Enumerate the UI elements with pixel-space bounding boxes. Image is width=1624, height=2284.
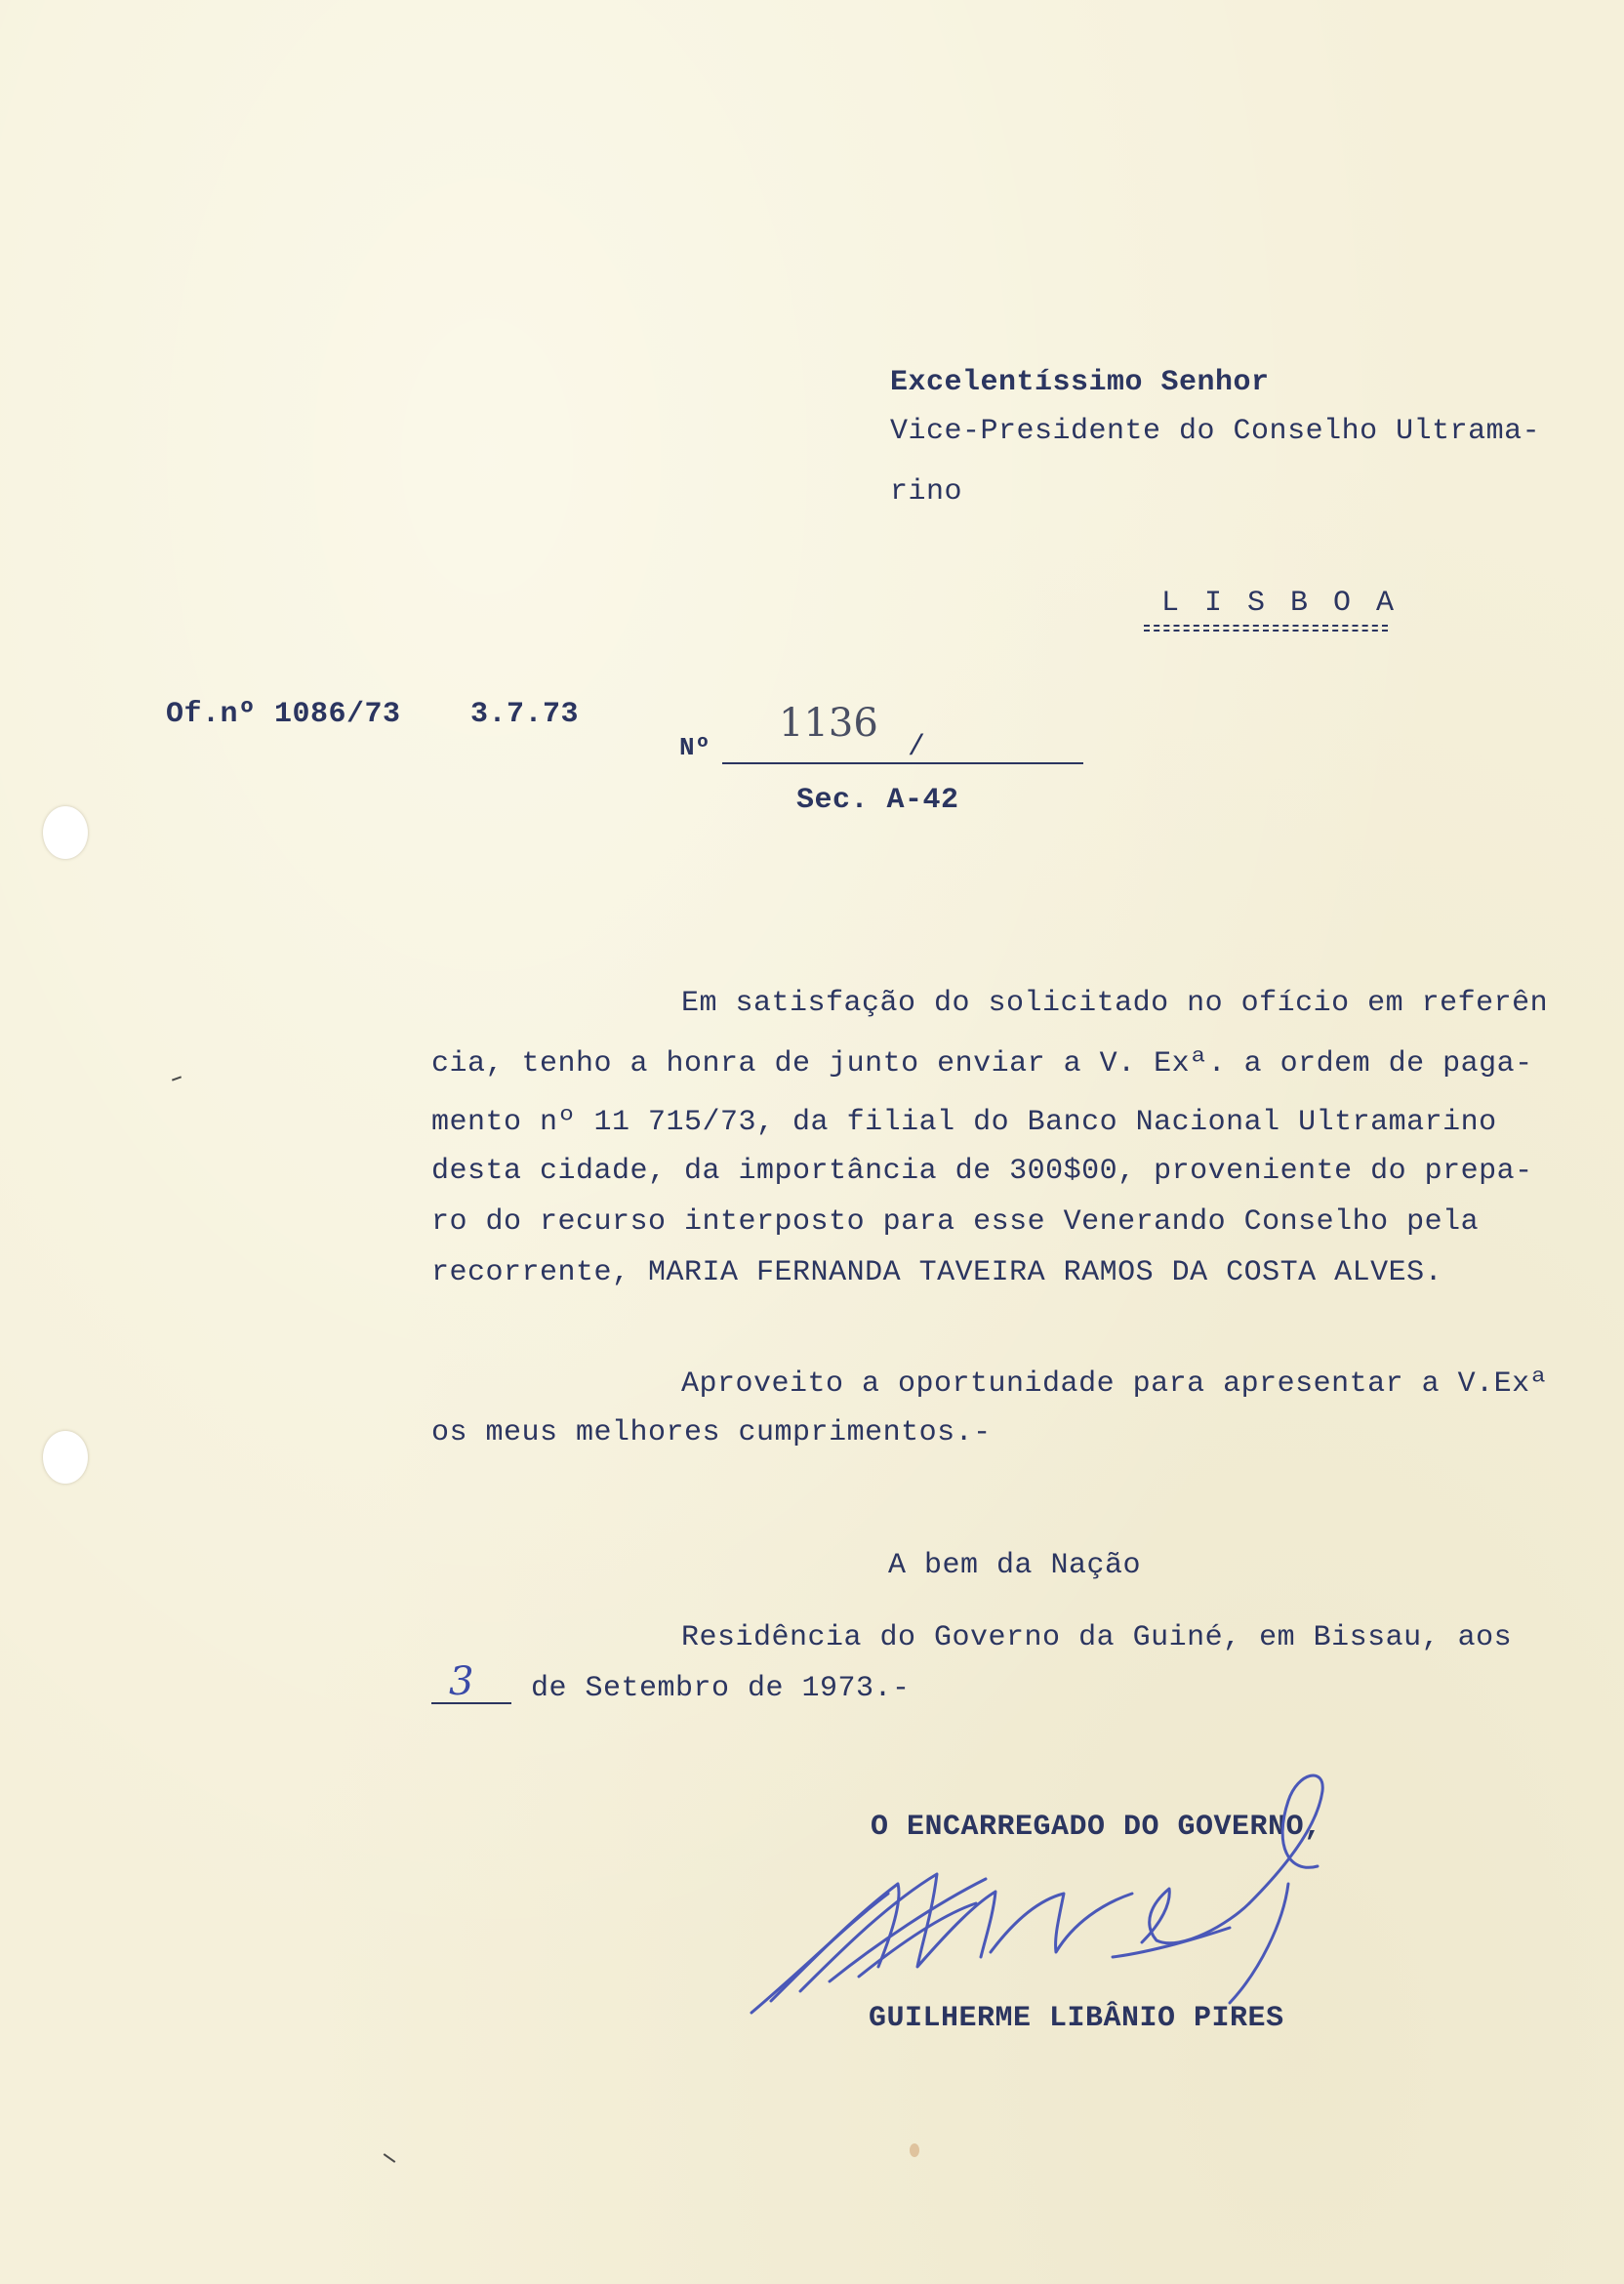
handwritten-day: 3 (449, 1659, 474, 1704)
body-line-7: Aproveito a oportunidade para apresentar a V.Exª (681, 1367, 1549, 1401)
office-date: 3.7.73 (470, 698, 580, 731)
office-number: Of.nº 1086/73 (166, 698, 401, 731)
addressee-city: L I S B O A (1161, 587, 1399, 620)
punch-hole-top (43, 806, 88, 859)
body-line-6: recorrente, MARIA FERNANDA TAVEIRA RAMOS DA COSTA ALVES. (431, 1256, 1443, 1289)
body-line-5: ro do recurso interposto para esse Venerando Conselho pela (431, 1205, 1480, 1239)
body-line-2: cia, tenho a honra de junto enviar a V. Exª. a ordem de paga- (431, 1047, 1533, 1081)
body-line-1: Em satisfação do solicitado no ofício em referên (681, 987, 1549, 1020)
body-line-3: mento nº 11 715/73, da filial do Banco Nacional Ultramarino (431, 1106, 1497, 1139)
number-prefix: Nº (679, 733, 711, 762)
paper-stain (910, 2143, 919, 2157)
closing-place-line: Residência do Governo da Guiné, em Bissau, aos (681, 1621, 1513, 1654)
body-line-4: desta cidade, da importância de 300$00, proveniente do prepa- (431, 1155, 1533, 1188)
punch-hole-bottom (43, 1431, 88, 1484)
signatory-name: GUILHERME LIBÂNIO PIRES (869, 2002, 1284, 2035)
addressee-title-line1: Vice-Presidente do Conselho Ultrama- (890, 415, 1541, 448)
number-slash: / (908, 731, 926, 764)
handwritten-number: 1136 (779, 701, 878, 746)
body-line-8: os meus melhores cumprimentos.- (431, 1416, 992, 1449)
addressee-salutation: Excelentíssimo Senhor (890, 366, 1270, 399)
signatory-role: O ENCARREGADO DO GOVERNO, (871, 1811, 1322, 1844)
faint-mark-bottom (384, 2153, 396, 2163)
day-underline (431, 1702, 511, 1704)
closing-date: de Setembro de 1973.- (531, 1672, 911, 1705)
handwritten-signature (742, 1757, 1386, 2040)
number-underline (722, 762, 1083, 764)
closing-motto: A bem da Nação (888, 1549, 1142, 1582)
city-double-underline (1144, 625, 1388, 632)
addressee-title-line2: rino (890, 475, 963, 509)
faint-mark-left (172, 1076, 182, 1081)
section-code: Sec. A-42 (796, 784, 959, 817)
